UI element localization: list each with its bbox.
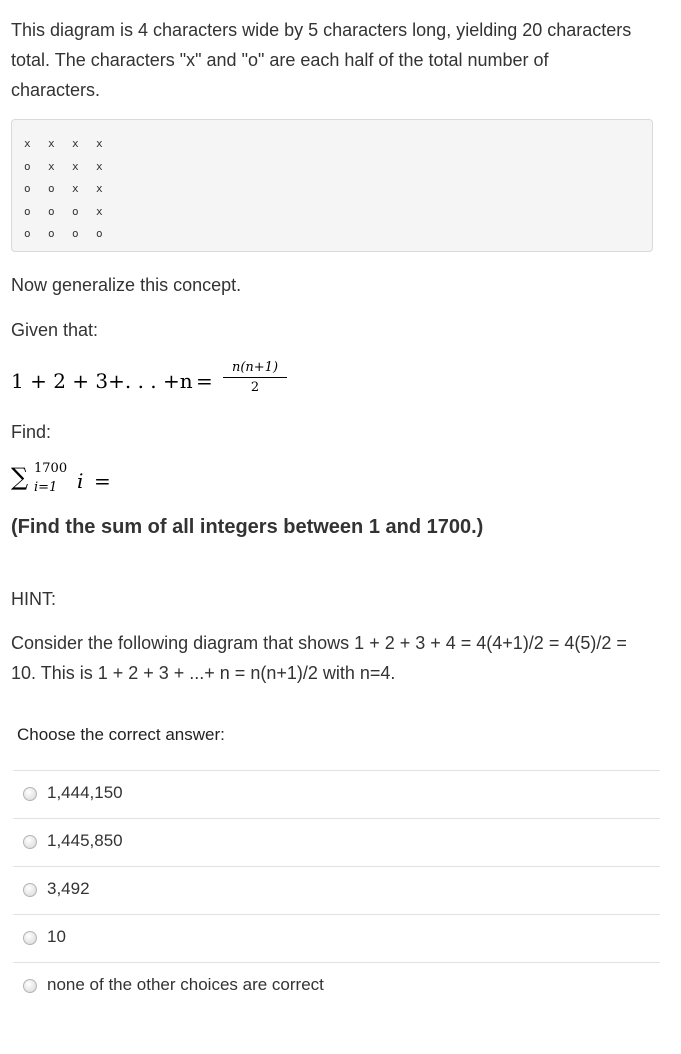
diagram-row xyxy=(24,159,652,182)
formula-equals: = xyxy=(196,369,213,393)
diagram-char: x xyxy=(72,137,79,150)
diagram-char: o xyxy=(48,182,55,195)
question-note: (Find the sum of all integers between 1 and 1700.) xyxy=(11,516,484,538)
answer-option-label: none of the other choices are correct xyxy=(47,975,324,994)
sum-term: i xyxy=(77,469,84,493)
generalize-text: Now generalize this concept. xyxy=(11,275,242,295)
diagram-box xyxy=(11,119,653,252)
diagram-char: o xyxy=(24,204,31,218)
diagram-char: x xyxy=(24,137,31,150)
formula-lhs: 1 + 2 + 3+. . . +n xyxy=(11,369,193,393)
diagram-row xyxy=(24,136,652,159)
sum-lower-limit: i=1 xyxy=(34,480,58,495)
fraction-numerator: n(n+1) xyxy=(231,360,279,375)
diagram-char: o xyxy=(72,227,79,240)
diagram-char: x xyxy=(96,137,103,150)
answer-option[interactable] xyxy=(13,819,660,867)
diagram-char: o xyxy=(24,182,31,195)
answer-option[interactable] xyxy=(13,771,660,819)
answer-options xyxy=(13,770,660,1010)
radio-button[interactable] xyxy=(23,835,37,849)
diagram-char: o xyxy=(96,227,103,240)
find-text: Find: xyxy=(11,422,52,442)
diagram-char: x xyxy=(96,204,103,218)
diagram-char: x xyxy=(72,182,79,195)
hint-text: Consider the following diagram that shows 1 + 2 + 3 + 4 = 4(4+1)/2 = 4(5)/2 = 10. This is 1 + 2 + 3 + ...+ n = n(n+1)/2 with n=4. xyxy=(11,633,627,683)
fraction-denominator: 2 xyxy=(250,380,260,395)
answer-option[interactable] xyxy=(13,963,660,1010)
diagram-char: x xyxy=(72,159,79,173)
formula-fraction xyxy=(223,360,287,395)
diagram-char: x xyxy=(48,159,55,173)
radio-button[interactable] xyxy=(23,979,37,993)
answer-prompt: Choose the correct answer: xyxy=(17,725,225,744)
diagram-char: o xyxy=(24,227,31,240)
radio-button[interactable] xyxy=(23,931,37,945)
given-text: Given that: xyxy=(11,320,99,340)
answer-option[interactable] xyxy=(13,867,660,915)
sum-upper-limit: 1700 xyxy=(34,461,68,476)
sum-equals: = xyxy=(94,469,111,493)
diagram-char: o xyxy=(24,159,31,173)
answer-option-label: 3,492 xyxy=(47,879,90,898)
sigma-symbol: ∑ xyxy=(11,463,29,491)
radio-button[interactable] xyxy=(23,883,37,897)
hint-label: HINT: xyxy=(11,589,56,609)
diagram-char: o xyxy=(72,204,79,218)
answer-option-label: 10 xyxy=(47,927,66,946)
diagram-char: x xyxy=(96,159,103,173)
answer-option[interactable] xyxy=(13,915,660,963)
radio-button[interactable] xyxy=(23,787,37,801)
diagram-row xyxy=(24,204,652,227)
diagram-row xyxy=(24,226,652,249)
diagram-row xyxy=(24,181,652,204)
diagram-char: x xyxy=(96,182,103,195)
intro-text: This diagram is 4 characters wide by 5 characters long, yielding 20 characters total. The characters "x" and "o" are each half of the total number of characters. xyxy=(11,20,632,100)
answer-option-label: 1,445,850 xyxy=(47,831,123,850)
diagram-char: o xyxy=(48,227,55,240)
answer-option-label: 1,444,150 xyxy=(47,783,123,802)
diagram-char: x xyxy=(48,137,55,150)
diagram-char: o xyxy=(48,204,55,218)
